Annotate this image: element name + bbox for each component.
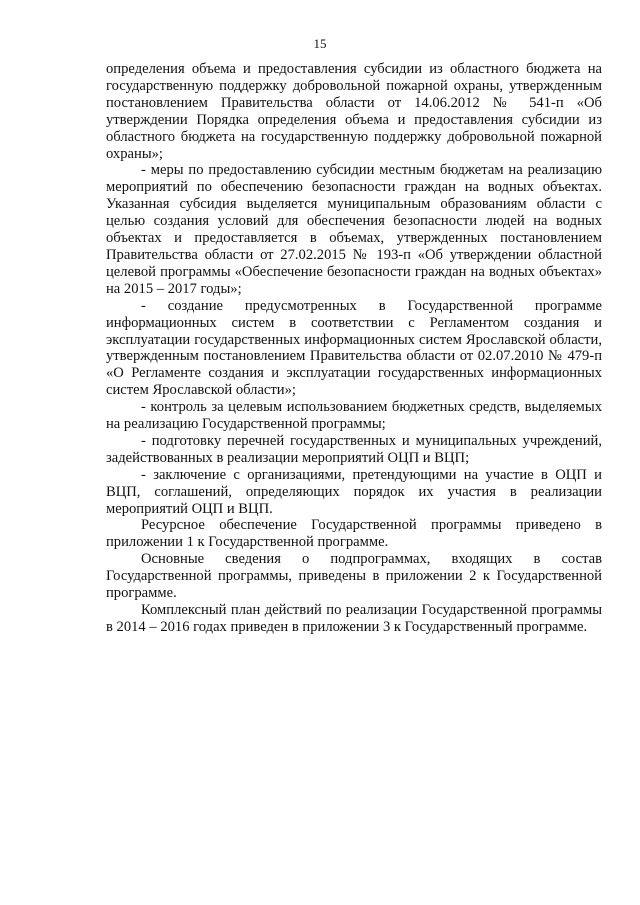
paragraph: - создание предусмотренных в Государственной программе информационных систем в соответствии с Регламентом создания и эксплуатации государственных информационных систем Ярославской области, утвержденным постановлением Правительства области от 02.07.2010 № 479-п «О Регламенте создания и эксплуатации государственных информационных систем Ярославской области»;	[106, 297, 602, 399]
paragraph: Ресурсное обеспечение Государственной программы приведено в приложении 1 к Государственной программе.	[106, 517, 602, 551]
paragraph: Комплексный план действий по реализации Государственной программы в 2014 – 2016 годах приведен в приложении 3 к Государственный программе.	[106, 602, 602, 635]
paragraph: - заключение с организациями, претендующими на участие в ОЦП и ВЦП, соглашений, определяющих порядок их участия в реализации мероприятий ОЦП и ВЦП.	[106, 466, 602, 517]
paragraph: Основные сведения о подпрограммах, входящих в состав Государственной программы, приведены в приложении 2 к Государственной программе.	[106, 551, 602, 602]
paragraph: определения объема и предоставления субсидии из областного бюджета на государственную поддержку добровольной пожарной охраны, утвержденным постановлением Правительства области от 14.06.2012 № 541-п «Об утверждении Порядка определения объема и предоставления субсидии из областного бюджета на государственную поддержку добровольной пожарной охраны»;	[106, 61, 602, 162]
page-number: 15	[313, 36, 327, 51]
paragraph: - меры по предоставлению субсидии местным бюджетам на реализацию мероприятий по обеспечению безопасности граждан на водных объектах. Указанная субсидия выделяется муниципальным образованиям области с целью создания условий для обеспечения безопасности людей на водных объектах и предоставляется в объемах, утвержденных постановлением Правительства области от 27.02.2015 № 193-п «Об утверждении областной целевой программы «Обеспечение безопасности граждан на водных объектах» на 2015 – 2017 годы»;	[106, 162, 602, 297]
paragraph: - подготовку перечней государственных и муниципальных учреждений, задействованных в реализации мероприятий ОЦП и ВЦП;	[106, 432, 602, 466]
document-body	[106, 61, 602, 636]
paragraph: - контроль за целевым использованием бюджетных средств, выделяемых на реализацию Государственной программы;	[106, 399, 602, 433]
